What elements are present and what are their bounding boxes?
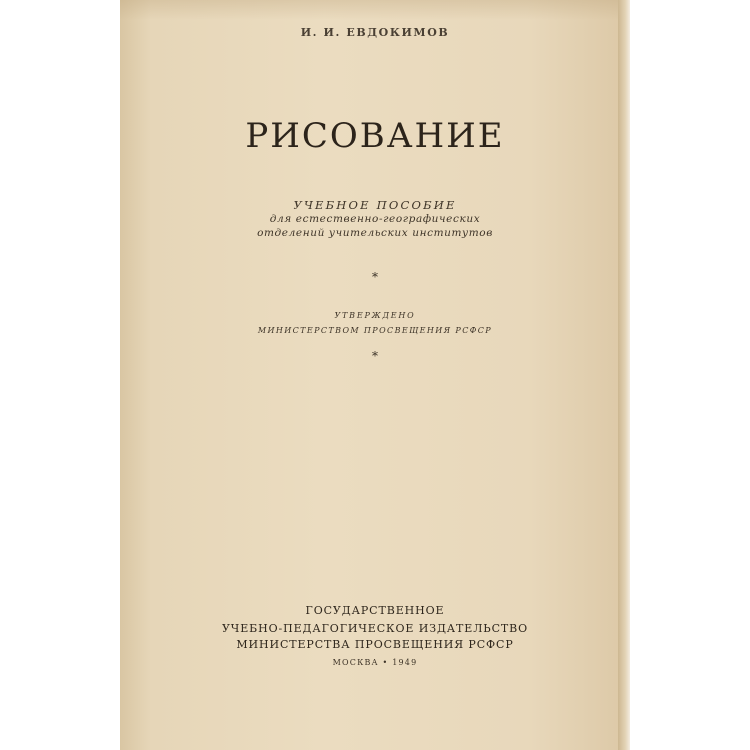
city-year: МОСКВА • 1949 (332, 658, 418, 667)
page-shadow (120, 0, 630, 20)
approved-by: МИНИСТЕРСТВОМ ПРОСВЕЩЕНИЯ РСФСР (257, 326, 493, 335)
approved-label: УТВЕРЖДЕНО (334, 311, 416, 320)
subtitle-line-3: отделений учительских институтов (257, 227, 493, 239)
publisher-line-3: МИНИСТЕРСТВА ПРОСВЕЩЕНИЯ РСФСР (236, 638, 514, 651)
publisher-line-1: ГОСУДАРСТВЕННОЕ (305, 604, 445, 617)
book-title: РИСОВАНИЕ (245, 116, 505, 156)
publisher-line-2: УЧЕБНО-ПЕДАГОГИЧЕСКОЕ ИЗДАТЕЛЬСТВО (221, 622, 529, 635)
book-subtitle: УЧЕБНОЕ ПОСОБИЕ (293, 198, 457, 212)
separator-star: * (372, 270, 378, 284)
subtitle-line-2: для естественно-географических (269, 213, 481, 225)
author-name: И. И. ЕВДОКИМОВ (300, 26, 450, 39)
separator-star: * (372, 349, 378, 363)
